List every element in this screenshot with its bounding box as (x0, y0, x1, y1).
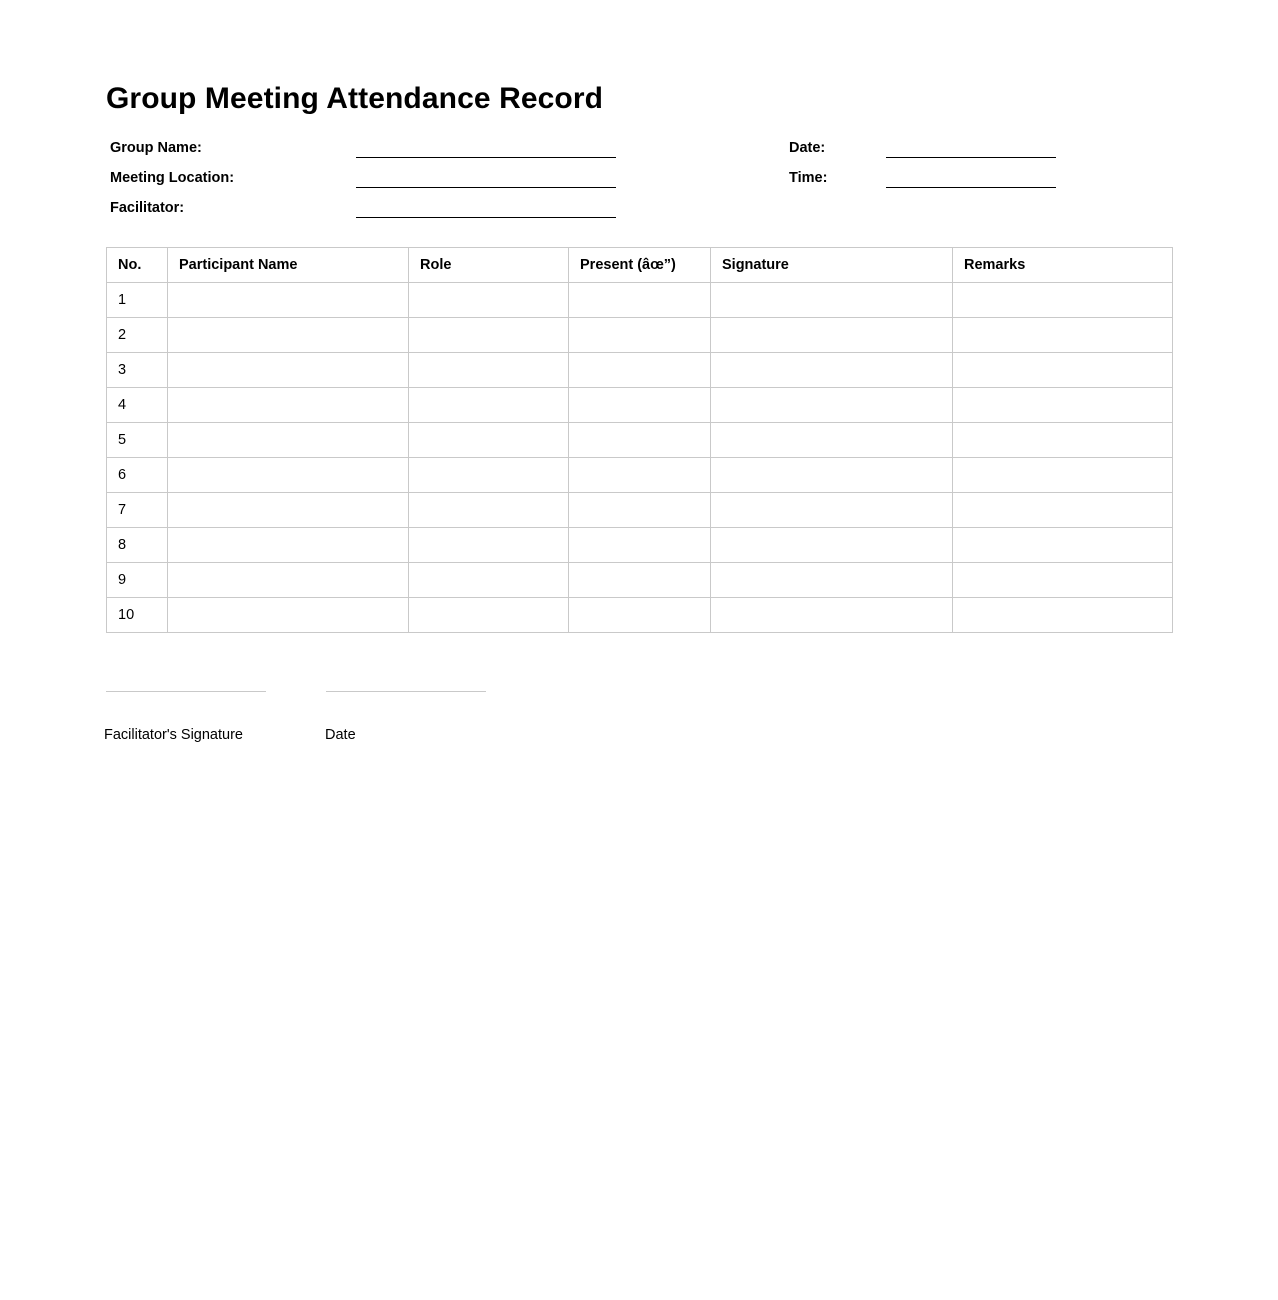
table-body (107, 283, 1173, 633)
cell-participant-name[interactable] (168, 598, 409, 633)
cell-no: 2 (107, 318, 168, 353)
cell-role[interactable] (409, 493, 569, 528)
table-row (107, 598, 1173, 633)
table-row (107, 458, 1173, 493)
date-input-line[interactable] (886, 157, 1056, 158)
cell-signature[interactable] (711, 388, 953, 423)
cell-participant-name[interactable] (168, 563, 409, 598)
cell-remarks[interactable] (953, 423, 1173, 458)
cell-participant-name[interactable] (168, 283, 409, 318)
table-row (107, 318, 1173, 353)
cell-role[interactable] (409, 598, 569, 633)
facilitator-input-line[interactable] (356, 217, 616, 218)
cell-role[interactable] (409, 283, 569, 318)
cell-role[interactable] (409, 353, 569, 388)
cell-remarks[interactable] (953, 283, 1173, 318)
cell-signature[interactable] (711, 598, 953, 633)
cell-role[interactable] (409, 528, 569, 563)
table-row (107, 528, 1173, 563)
column-header-participant-name: Participant Name (168, 248, 409, 283)
cell-participant-name[interactable] (168, 318, 409, 353)
table-row (107, 423, 1173, 458)
cell-present[interactable] (569, 388, 711, 423)
facilitator-label: Facilitator: (110, 200, 185, 216)
attendance-table-container (106, 247, 1172, 633)
cell-signature[interactable] (711, 423, 953, 458)
cell-remarks[interactable] (953, 598, 1173, 633)
column-header-signature: Signature (711, 248, 953, 283)
cell-participant-name[interactable] (168, 458, 409, 493)
cell-role[interactable] (409, 318, 569, 353)
time-label: Time: (789, 170, 828, 186)
cell-no: 8 (107, 528, 168, 563)
cell-present[interactable] (569, 598, 711, 633)
cell-role[interactable] (409, 563, 569, 598)
column-header-remarks: Remarks (953, 248, 1173, 283)
cell-signature[interactable] (711, 318, 953, 353)
cell-no: 4 (107, 388, 168, 423)
cell-remarks[interactable] (953, 458, 1173, 493)
cell-remarks[interactable] (953, 528, 1173, 563)
group-name-label: Group Name: (110, 140, 202, 156)
column-header-present: Present (âœ”) (569, 248, 711, 283)
facilitator-signature-line[interactable] (106, 691, 266, 692)
cell-present[interactable] (569, 458, 711, 493)
cell-signature[interactable] (711, 563, 953, 598)
cell-remarks[interactable] (953, 318, 1173, 353)
attendance-table (106, 247, 1173, 633)
table-row (107, 563, 1173, 598)
cell-no: 10 (107, 598, 168, 633)
signature-date-line[interactable] (326, 691, 486, 692)
cell-no: 6 (107, 458, 168, 493)
cell-participant-name[interactable] (168, 388, 409, 423)
cell-present[interactable] (569, 563, 711, 598)
cell-remarks[interactable] (953, 388, 1173, 423)
cell-role[interactable] (409, 458, 569, 493)
time-input-line[interactable] (886, 187, 1056, 188)
meeting-info-section (0, 136, 1278, 226)
cell-signature[interactable] (711, 353, 953, 388)
cell-no: 7 (107, 493, 168, 528)
table-row (107, 283, 1173, 318)
page-title: Group Meeting Attendance Record (106, 82, 604, 115)
cell-signature[interactable] (711, 458, 953, 493)
cell-no: 1 (107, 283, 168, 318)
group-name-input-line[interactable] (356, 157, 616, 158)
cell-remarks[interactable] (953, 493, 1173, 528)
column-header-role: Role (409, 248, 569, 283)
table-row (107, 388, 1173, 423)
column-header-no: No. (107, 248, 168, 283)
signature-section (0, 684, 1278, 764)
cell-present[interactable] (569, 353, 711, 388)
table-header (107, 248, 1173, 283)
cell-no: 9 (107, 563, 168, 598)
cell-present[interactable] (569, 493, 711, 528)
cell-present[interactable] (569, 283, 711, 318)
signature-date-label: Date (325, 727, 356, 743)
meeting-location-label: Meeting Location: (110, 170, 235, 186)
cell-role[interactable] (409, 423, 569, 458)
cell-signature[interactable] (711, 283, 953, 318)
table-header-row (107, 248, 1173, 283)
meeting-location-input-line[interactable] (356, 187, 616, 188)
cell-participant-name[interactable] (168, 353, 409, 388)
table-row (107, 493, 1173, 528)
cell-present[interactable] (569, 528, 711, 563)
facilitator-signature-label: Facilitator's Signature (104, 727, 243, 743)
cell-remarks[interactable] (953, 563, 1173, 598)
table-row (107, 353, 1173, 388)
cell-present[interactable] (569, 318, 711, 353)
cell-participant-name[interactable] (168, 493, 409, 528)
cell-present[interactable] (569, 423, 711, 458)
cell-participant-name[interactable] (168, 423, 409, 458)
cell-participant-name[interactable] (168, 528, 409, 563)
cell-no: 5 (107, 423, 168, 458)
cell-role[interactable] (409, 388, 569, 423)
cell-no: 3 (107, 353, 168, 388)
cell-signature[interactable] (711, 528, 953, 563)
cell-remarks[interactable] (953, 353, 1173, 388)
date-label: Date: (789, 140, 826, 156)
cell-signature[interactable] (711, 493, 953, 528)
